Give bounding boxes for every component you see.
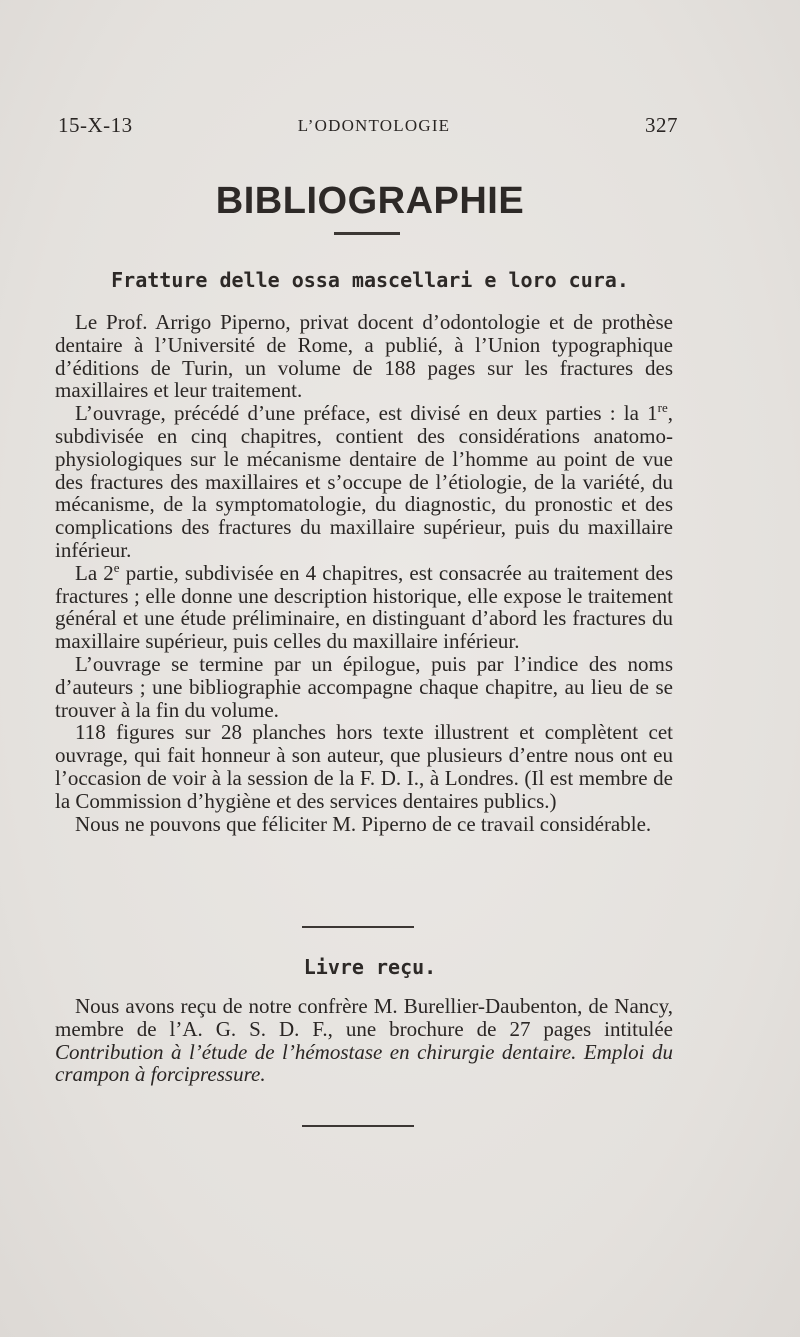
journal-name: L’ODONTOLOGIE <box>297 116 451 135</box>
section-heading-livre-recu: Livre reçu. <box>303 955 437 979</box>
page-title: BIBLIOGRAPHIE <box>215 180 525 222</box>
paragraph: L’ouvrage se termine par un épilogue, puis par l’indice des noms d’auteurs ; une bibliographie accompagne chaque chapitre, au lieu de se trouver à la fin du volume. <box>55 651 673 722</box>
paragraph: Nous ne pouvons que féliciter M. Piperno de ce travail considérable. <box>75 811 652 836</box>
book-title-italic: Contribution à l’étude de l’hémostase en chirurgie dentaire. Emploi du crampon à forcipressure. <box>55 1039 673 1087</box>
page-number: 327 <box>645 113 678 137</box>
paragraph: 118 figures sur 28 planches hors texte illustrent et complètent cet ouvrage, qui fait honneur à son auteur, que plusieurs d’entre nous ont eu l’occasion de voir à la session de la F. D. I., à Londres. (Il est membre de la Commission d’hygiène et des services dentaires publics.) <box>55 720 673 813</box>
paragraph: La 2e partie, subdivisée en 4 chapitres, est consacrée au traitement des fractures ; elle donne une description historique, elle expose le traitement général et une étude préliminaire, en distinguant d’abord les fractures du maxillaire supérieur, puis celles du maxillaire inférieur. <box>55 559 673 654</box>
paragraph: L’ouvrage, précédé d’une préface, est divisé en deux parties : la 1re, subdivisée en cinq chapitres, contient des considérations anatomo-physiologiques sur le mécanisme dentaire de l’homme au point de vue des fractures des maxillaires et s’occupe de l’étiologie, de la variété, du mécanisme, de la symptomatologie, du diagnostic, du pronostic et des complications des fractures du maxillaire supérieur, puis du maxillaire inférieur. <box>55 400 673 562</box>
end-rule <box>302 1125 414 1127</box>
title-underline-rule <box>334 232 400 235</box>
section-heading-fratture: Fratture delle ossa mascellari e loro cura. <box>111 268 629 292</box>
paragraph: Le Prof. Arrigo Piperno, privat docent d’odontologie et de prothèse dentaire à l’Université de Rome, a publié, à l’Union typographique d’éditions de Turin, un volume de 188 pages sur les fractures des maxillaires et leur traitement. <box>55 310 673 403</box>
paragraph: Nous avons reçu de notre confrère M. Burellier-Daubenton, de Nancy, membre de l’A. G. S. D. F., une brochure de 27 pages intitulée Contribution à l’étude de l’hémostase en chirurgie dentaire. Emploi du crampon à forcipressure. <box>55 994 673 1087</box>
notice-body <box>55 995 673 1086</box>
issue-date: 15-X-13 <box>58 113 133 137</box>
running-head <box>58 113 678 143</box>
review-body <box>55 311 673 835</box>
section-divider-rule <box>302 926 414 928</box>
